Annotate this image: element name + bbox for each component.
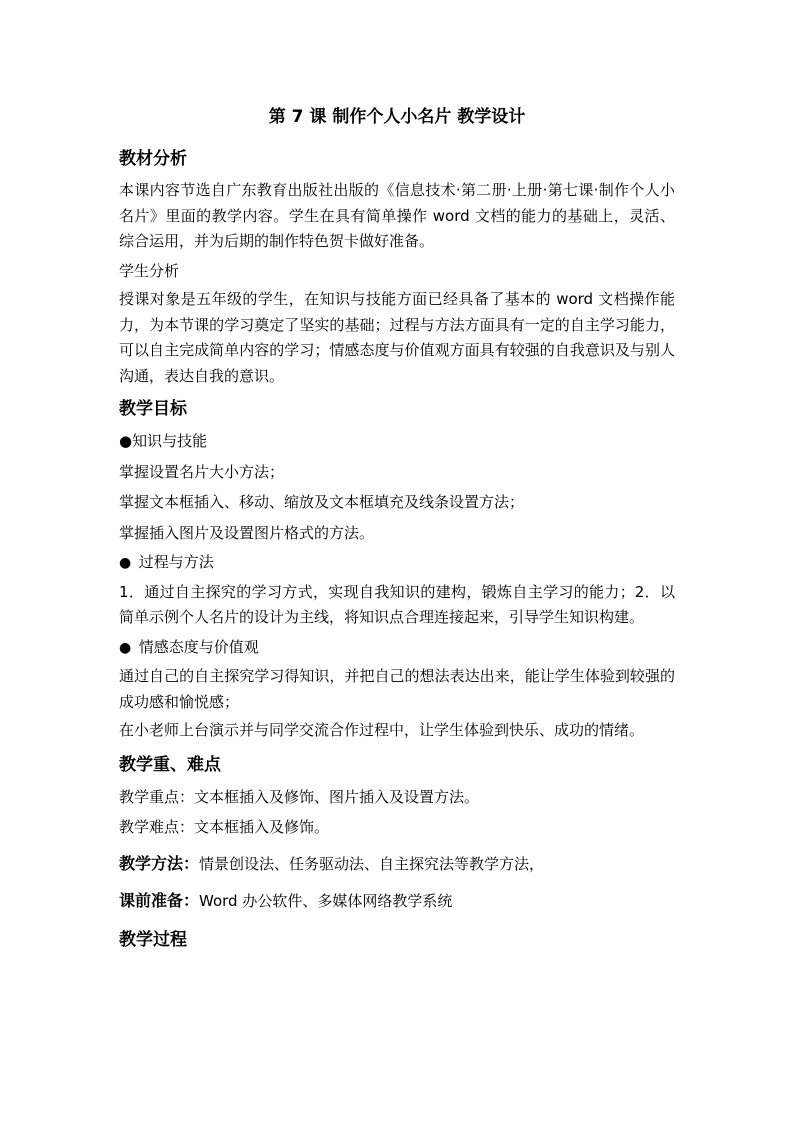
teaching-methods-label: 教学方法： <box>119 853 200 873</box>
class-preparation <box>119 888 675 915</box>
goal-knowledge-label: ●知识与技能 <box>119 432 208 450</box>
document-title: 第 7 课 制作个人小名片 教学设计 <box>268 107 526 127</box>
heading-student-analysis: 学生分析 <box>119 261 180 280</box>
material-analysis-text: 本课内容节选自广东教育出版社出版的《信息技术·第二册·上册·第七课·制作个人小名片》里面的教学内容。学生在具有简单操作 word 文档的能力的基础上，灵活、综合运用，并为后期的制作特色贺卡做好准备。 <box>119 181 675 250</box>
bullet-icon: ● <box>119 432 133 450</box>
heading-teaching-process: 教学过程 <box>119 929 187 950</box>
key-point-text: 教学重点：文本框插入及修饰、图片插入及设置方法。 <box>119 787 480 806</box>
heading-material-analysis: 教材分析 <box>119 149 187 169</box>
process-method-text: 1．通过自主探究的学习方式，实现自我知识的建构，锻炼自主学习的能力；2．以简单示例个人名片的设计为主线，将知识点合理连接起来，引导学生知识构建。 <box>119 582 675 626</box>
heading-teaching-goals: 教学目标 <box>119 399 187 419</box>
document-body <box>119 143 675 952</box>
bullet-icon: ● <box>119 639 132 656</box>
goal-emotion-label: ● 情感态度与价值观 <box>119 635 675 662</box>
knowledge-item-2: 掌握文本框插入、移动、缩放及文本框填充及线条设置方法； <box>119 493 525 511</box>
bullet-icon: ● <box>119 555 132 571</box>
class-preparation-label: 课前准备： <box>119 891 200 910</box>
teaching-methods-text: 情景创设法、任务驱动法、自主探究法等教学方法， <box>199 854 545 873</box>
emotion-text-2: 在小老师上台演示并与同学交流合作过程中，让学生体验到快乐、成功的情绪。 <box>119 721 645 739</box>
knowledge-item-3: 掌握插入图片及设置图片格式的方法。 <box>119 523 375 542</box>
class-preparation-text: Word 办公软件、多媒体网络教学系统 <box>199 892 453 910</box>
difficult-point-text: 教学难点：文本框插入及修饰。 <box>119 818 330 836</box>
emotion-text-1: 通过自己的自主探究学习得知识，并把自己的想法表达出来，能让学生体验到较强的成功感和愉悦感； <box>119 667 675 711</box>
goal-process-label: ● 过程与方法 <box>119 550 675 577</box>
student-analysis-text: 授课对象是五年级的学生，在知识与技能方面已经具备了基本的 word 文档操作能力，为本节课的学习奠定了坚实的基础；过程与方法方面具有一定的自主学习能力，可以自主完成简单内容的学习；情感态度与价值观方面具有较强的自我意识及与别人沟通，表达自我的意识。 <box>119 290 675 385</box>
knowledge-item-1: 掌握设置名片大小方法； <box>119 462 285 481</box>
teaching-methods <box>119 851 675 878</box>
heading-key-points: 教学重、难点 <box>119 754 221 775</box>
